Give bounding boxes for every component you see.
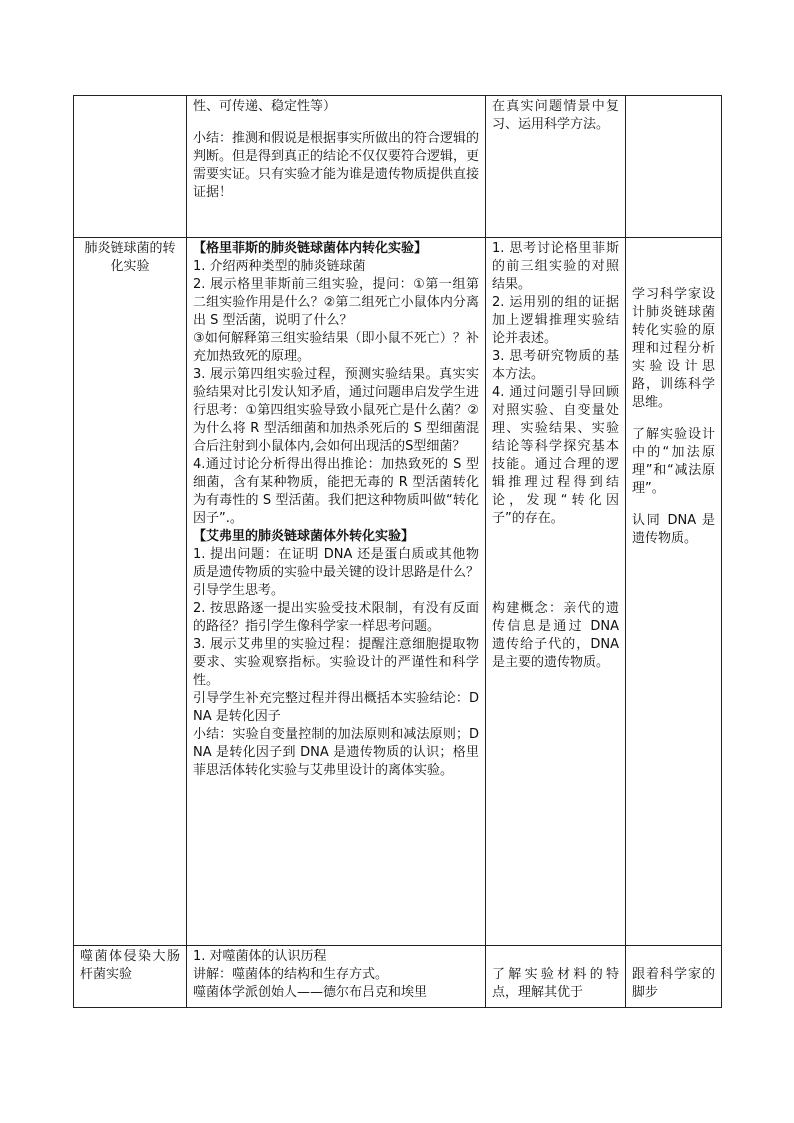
section-heading: 【艾弗里的肺炎链球菌体外转化实验】 xyxy=(193,529,415,544)
step-text: 4.通过讨论分析得出得出推论：加热致死的 S 型细菌，含有某种物质，能把无毒的 R 型活菌转化为有毒性的 S 型活菌。我们把这种物质叫做“转化因子”.。 xyxy=(193,457,479,526)
student-text: 2. 运用别的组的证据加上逻辑推理实验结论并表述。 xyxy=(492,295,619,346)
student-activity-cell xyxy=(486,96,626,238)
table-row xyxy=(74,96,722,238)
step-text: 2. 展示格里菲斯前三组实验，提问：①第一组第二组实验作用是什么？②第二组死亡小鼠体内分离出 S 型活菌，说明了什么？ xyxy=(193,277,479,328)
design-intent-cell xyxy=(626,96,722,238)
table-row xyxy=(74,946,722,1008)
intent-text: 跟着科学家的脚步 xyxy=(632,967,715,1000)
step-text: 噬菌体学派创始人——德尔布吕克和埃里 xyxy=(193,985,428,1000)
step-text: 3. 展示艾弗里的实验过程：提醒注意细胞提取物要求、实验观察指标。实验设计的严谨性和科学性。 xyxy=(193,637,479,688)
intent-text: 学习科学家设计肺炎链球菌转化实验的原理和过程分析实验设计思路，训练科学思维。 xyxy=(632,287,715,410)
step-text: 2. 按思路逐一提出实验受技术限制，有没有反面的路径？指引学生像科学家一样思考问题。 xyxy=(193,601,479,634)
process-line: 性、可传递、稳定性等） xyxy=(193,99,337,114)
student-text: 1. 思考讨论格里菲斯的前三组实验的对照结果。 xyxy=(492,241,619,292)
student-text: 在真实问题情景中复习、运用科学方法。 xyxy=(492,99,619,132)
step-text: 小结：实验自变量控制的加法原则和减法原则；DNA 是转化因子到 DNA 是遗传物质的认识；格里菲思活体转化实验与艾弗里设计的离体实验。 xyxy=(193,727,479,778)
summary-text: 小结：推测和假说是根据事实所做出的符合逻辑的判断。但是得到真正的结论不仅仅要符合逻辑，更需要实证。只有实验才能为谁是遗传物质提供直接证据！ xyxy=(193,131,480,200)
step-text: 讲解：噬菌体的结构和生存方式。 xyxy=(193,967,389,982)
step-text: 1. 提出问题：在证明 DNA 还是蛋白质或其他物质是遗传物质的实验中最关键的设计思路是什么？引导学生思考。 xyxy=(193,547,480,598)
student-text: 4. 通过问题引导回顾对照实验、自变量处理、实验结果、实验结论等科学探究基本技能。通过合理的逻辑推理过程得到结论，发现“转化因子”的存在。 xyxy=(492,385,619,526)
step-text: ③如何解释第三组实验结果（即小鼠不死亡）？补充加热致死的原理。 xyxy=(193,331,479,364)
design-intent-cell xyxy=(626,238,722,946)
student-text: 了解实验材料的特点，理解其优于 xyxy=(492,967,619,1000)
step-text: 1. 对噬菌体的认识历程 xyxy=(193,949,327,964)
student-activity-cell xyxy=(486,946,626,1008)
topic-cell xyxy=(74,238,187,946)
topic-cell xyxy=(74,946,187,1008)
topic-cell xyxy=(74,96,187,238)
student-text: 3. 思考研究物质的基本方法。 xyxy=(492,349,619,382)
intent-text: 了解实验设计中的“加法原理”和“减法原理”。 xyxy=(632,427,715,496)
intent-text: 认同 DNA 是遗传物质。 xyxy=(632,513,715,546)
step-text: 3. 展示第四组实验过程，预测实验结果。真实实验结果对比引发认知矛盾，通过问题串启发学生进行思考：①第四组实验导致小鼠死亡是什么菌？②为什么将 R 型活细菌和加热杀死后的 S 型细菌混合后注射到小鼠体内,会如何出现活的S型细菌？ xyxy=(193,367,480,454)
topic-title: 噬菌体侵染大肠杆菌实验 xyxy=(80,949,180,982)
step-text: 引导学生补充完整过程并得出概括本实验结论：DNA 是转化因子 xyxy=(193,691,479,724)
section-heading: 【格里菲斯的肺炎链球菌体内转化实验】 xyxy=(193,241,428,256)
teacher-activity-cell xyxy=(187,238,486,946)
teacher-activity-cell xyxy=(187,946,486,1008)
table-row xyxy=(74,238,722,946)
student-text: 构建概念：亲代的遗传信息是通过 DNA 遗传给子代的，DNA 是主要的遗传物质。 xyxy=(492,601,619,670)
design-intent-cell xyxy=(626,946,722,1008)
lesson-plan-table xyxy=(73,95,722,1008)
student-activity-cell xyxy=(486,238,626,946)
step-text: 1. 介绍两种类型的肺炎链球菌 xyxy=(193,259,366,274)
topic-title: 肺炎链球菌的转化实验 xyxy=(84,241,176,274)
teacher-activity-cell xyxy=(187,96,486,238)
